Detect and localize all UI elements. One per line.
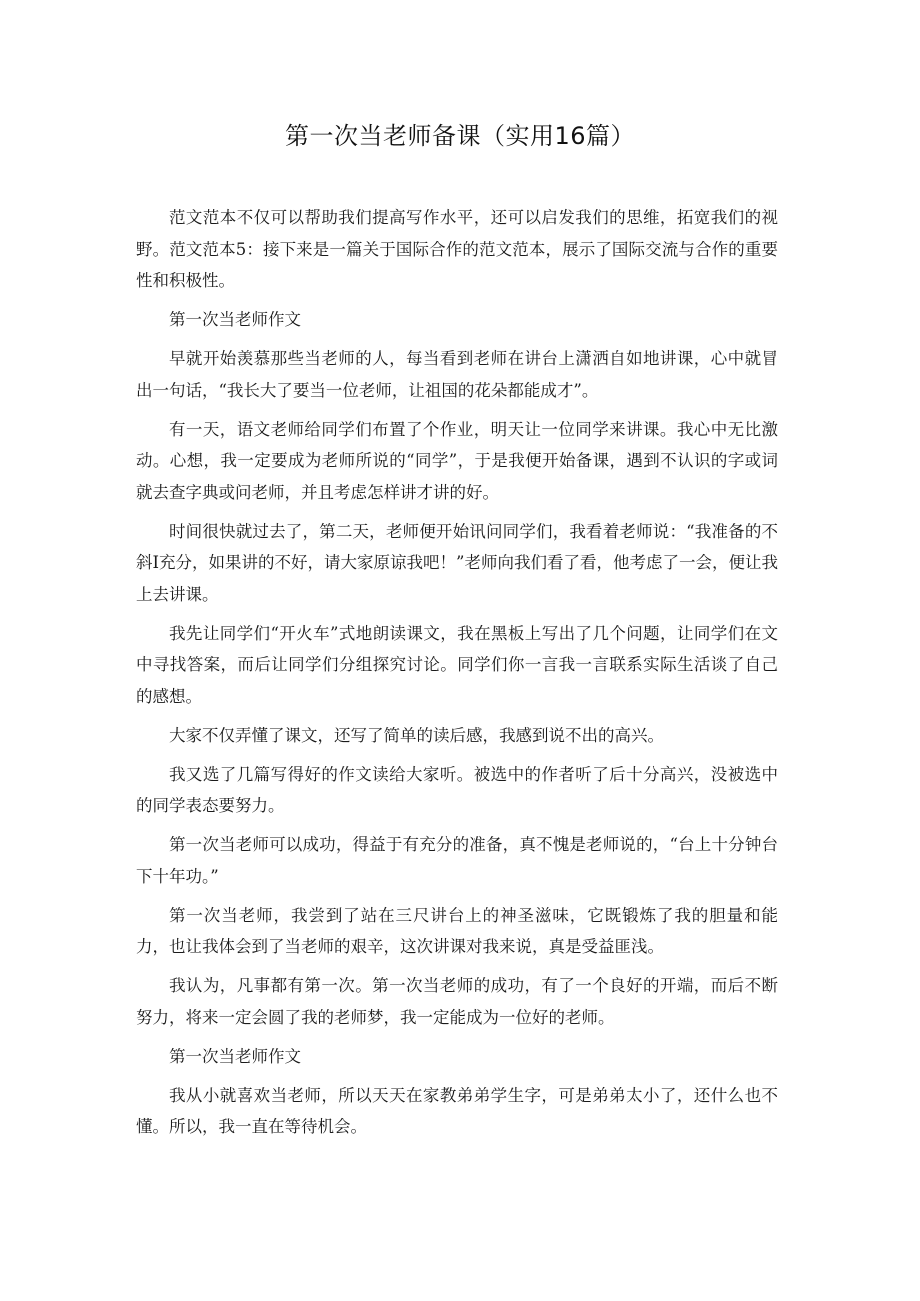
paragraph: 我认为，凡事都有第一次。第一次当老师的成功，有了一个良好的开端，而后不断努力，将来一定会圆了我的老师梦，我一定能成为一位好的老师。 [136,976,778,1027]
paragraph: 有一天，语文老师给同学们布置了个作业，明天让一位同学来讲课。我心中无比激动。心想，我一定要成为老师所说的“同学”，于是我便开始备课，遇到不认识的字或词就去查字典或问老师，并且考虑怎样讲才讲的好。 [136,419,778,502]
document-title: 第一次当老师备课（实用16篇） [284,122,636,150]
paragraph: 第一次当老师，我尝到了站在三尺讲台上的神圣滋味，它既锻炼了我的胆量和能力，也让我体会到了当老师的艰辛，这次讲课对我来说，真是受益匪浅。 [136,905,778,956]
section-heading: 第一次当老师作文 [169,310,301,329]
section-heading: 第一次当老师作文 [169,1046,301,1066]
paragraph: 早就开始羡慕那些当老师的人，每当看到老师在讲台上潇洒自如地讲课，心中就冒出一句话，“我长大了要当一位老师，让祖国的花朵都能成才”。 [136,349,778,400]
paragraph: 我又选了几篇写得好的作文读给大家听。被选中的作者听了后十分高兴，没被选中的同学表态要努力。 [136,764,778,815]
paragraph: 第一次当老师可以成功，得益于有充分的准备，真不愧是老师说的，“台上十分钟台下十年功。” [136,835,778,886]
paragraph: 大家不仅弄懂了课文，还写了简单的读后感，我感到说不出的高兴。 [169,725,664,745]
document-body [136,202,778,1150]
paragraph: 我先让同学们“开火车”式地朗读课文，我在黑板上写出了几个问题，让同学们在文中寻找答案，而后让同学们分组探究讨论。同学们你一言我一言联系实际生活谈了自己的感想。 [136,623,778,706]
paragraph-intro: 范文范本不仅可以帮助我们提高写作水平，还可以启发我们的思维，拓宽我们的视野。范文范本5：接下来是一篇关于国际合作的范文范本，展示了国际交流与合作的重要性和积极性。 [136,208,778,290]
paragraph: 时间很快就过去了，第二天，老师便开始讯问同学们，我看着老师说：“我准备的不斜I充分，如果讲的不好，请大家原谅我吧！”老师向我们看了看，他考虑了一会，便让我上去讲课。 [136,521,778,604]
paragraph: 我从小就喜欢当老师，所以天天在家教弟弟学生字，可是弟弟太小了，还什么也不懂。所以，我一直在等待机会。 [136,1085,778,1136]
